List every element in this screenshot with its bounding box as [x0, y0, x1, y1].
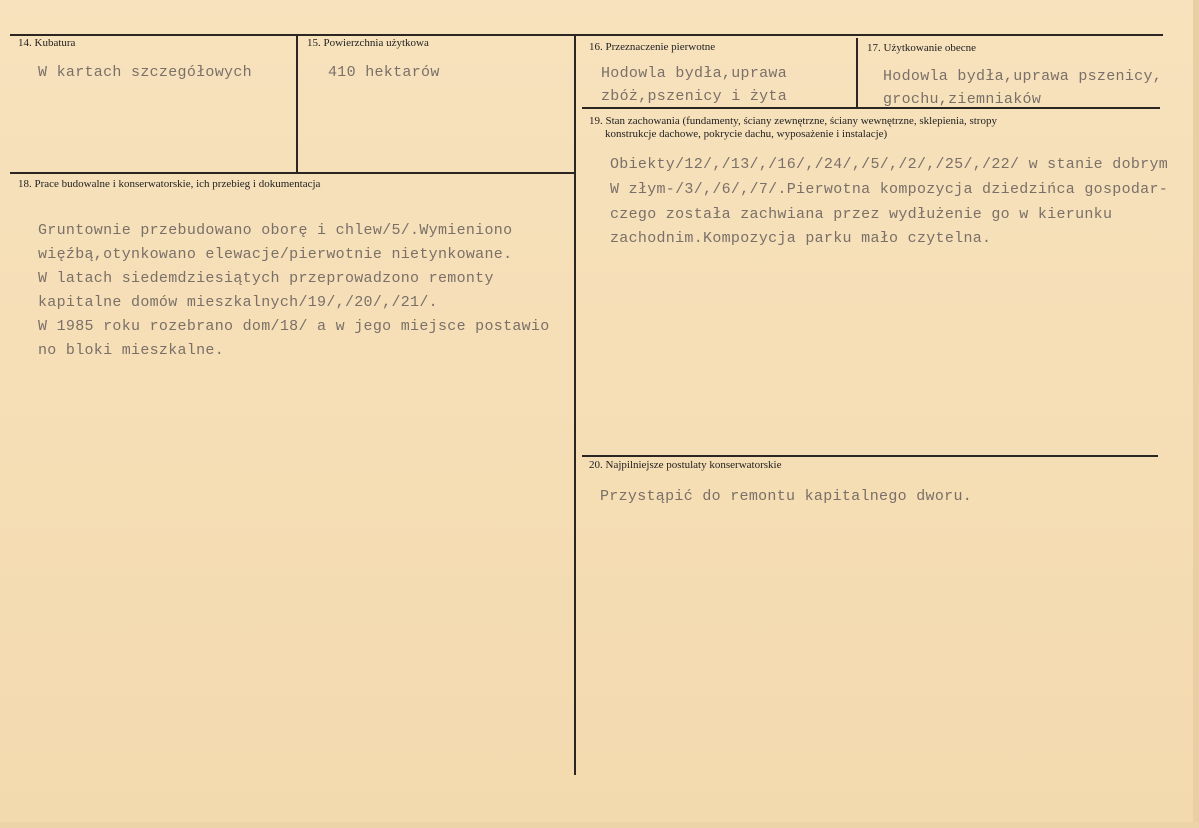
field-18-line: no bloki mieszkalne.: [38, 342, 225, 359]
field-17-line: grochu,ziemniaków: [883, 91, 1042, 108]
top-rule: [10, 34, 1163, 36]
field-18-line: W 1985 roku rozebrano dom/18/ a w jego miejsce postawio: [38, 318, 550, 335]
field-16-label: 16. Przeznaczenie pierwotne: [589, 41, 716, 53]
field-16-line: Hodowla bydła,uprawa: [601, 65, 788, 82]
field-15-label: 15. Powierzchnia użytkowa: [307, 37, 429, 49]
field-14-label: 14. Kubatura: [18, 37, 76, 49]
rule-above-18: [10, 172, 576, 174]
card-edge-bottom: [0, 822, 1199, 828]
field-19-label-cont: konstrukcje dachowe, pokrycie dachu, wyposażenie i instalacje): [605, 128, 888, 140]
field-18-line: więźbą,otynkowano elewacje/pierwotnie nietynkowane.: [38, 246, 513, 263]
field-19-line: czego została zachwiana przez wydłużenie go w kierunku: [610, 206, 1113, 223]
field-18-line: Gruntownie przebudowano oborę i chlew/5/.Wymieniono: [38, 222, 513, 239]
field-19-line: Obiekty/12/,/13/,/16/,/24/,/5/,/2/,/25/,/22/ w stanie dobrym: [610, 156, 1169, 173]
divider-main: [574, 34, 576, 775]
card-edge-right: [1193, 0, 1199, 828]
field-20-value: Przystąpić do remontu kapitalnego dworu.: [600, 488, 973, 505]
field-17-line: Hodowla bydła,uprawa pszenicy,: [883, 68, 1163, 85]
field-20-label: 20. Najpilniejsze postulaty konserwatorskie: [589, 459, 782, 471]
field-19-line: zachodnim.Kompozycja parku mało czytelna.: [610, 230, 992, 247]
divider-16-17: [856, 38, 858, 108]
field-17-label: 17. Użytkowanie obecne: [867, 42, 977, 54]
field-18-label: 18. Prace budowalne i konserwatorskie, ich przebieg i dokumentacja: [18, 178, 321, 190]
field-15-value: 410 hektarów: [328, 64, 440, 81]
field-19-label: 19. Stan zachowania (fundamenty, ściany zewnętrzne, ściany wewnętrzne, sklepienia, stropy: [589, 115, 997, 127]
rule-above-20: [582, 455, 1158, 457]
field-19-line: W złym-/3/,/6/,/7/.Pierwotna kompozycja dziedzińca gospodar-: [610, 181, 1169, 198]
field-16-line: zbóż,pszenicy i żyta: [601, 88, 788, 105]
field-14-value: W kartach szczegółowych: [38, 64, 252, 81]
divider-14-15: [296, 34, 298, 172]
field-18-line: W latach siedemdziesiątych przeprowadzono remonty: [38, 270, 494, 287]
field-18-line: kapitalne domów mieszkalnych/19/,/20/,/21/.: [38, 294, 438, 311]
